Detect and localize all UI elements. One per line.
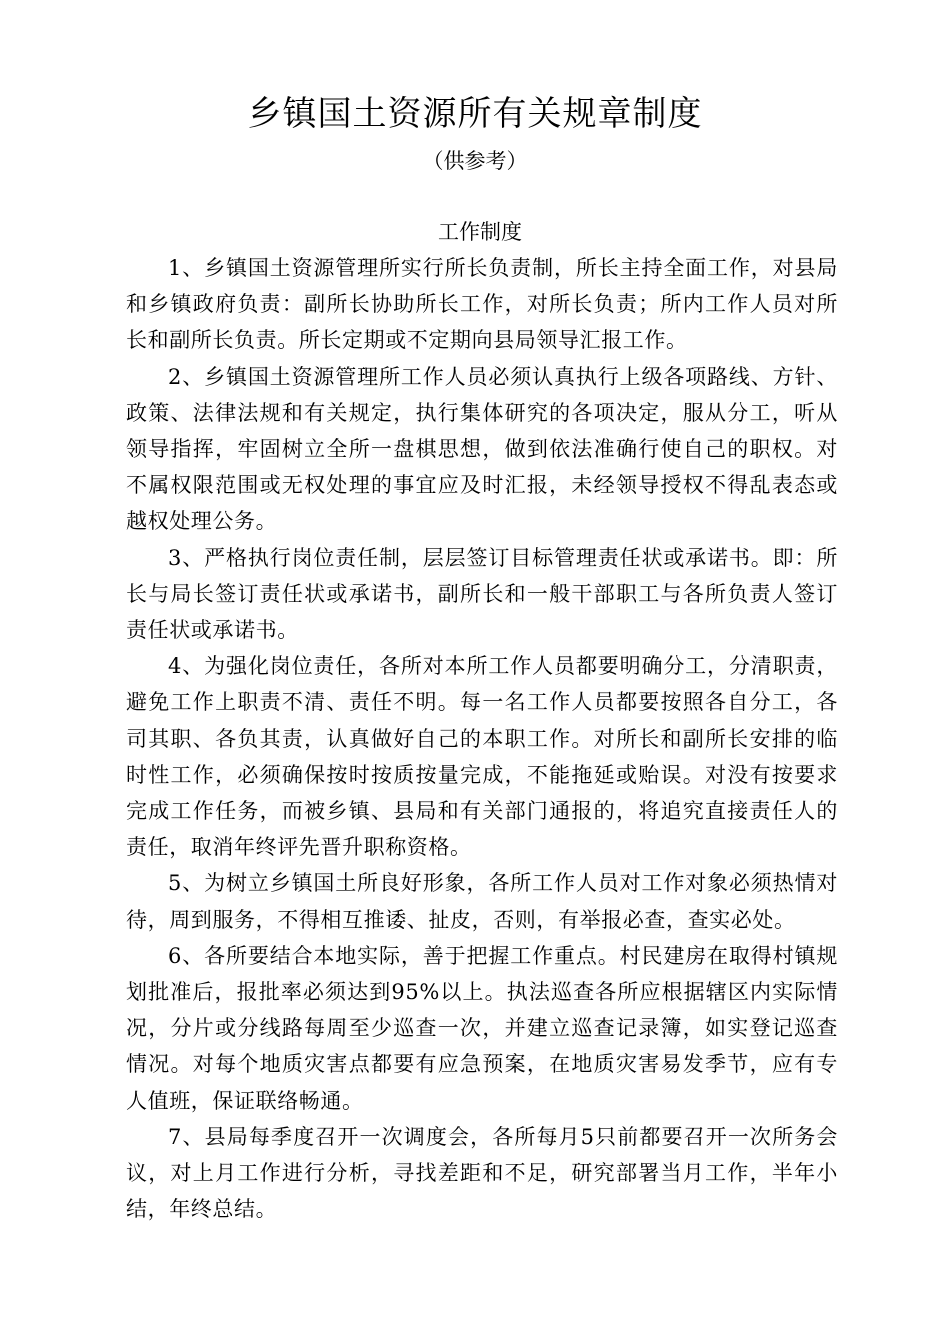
paragraph-4: 4、为强化岗位责任，各所对本所工作人员都要明确分工，分清职责，避免工作上职责不清、责任不明。每一名工作人员都要按照各自分工，各司其职、各负其责，认真做好自己的本职工作。对所长和副所长安排的临时性工作，必须确保按时按质按量完成，不能拖延或贻误。对没有按要求完成工作任务，而被乡镇、县局和有关部门通报的，将追究直接责任人的责任，取消年终评先晋升职称资格。 — [126, 654, 838, 860]
paragraph-7: 7、县局每季度召开一次调度会，各所每月5只前都要召开一次所务会议，对上月工作进行分析，寻找差距和不足，研究部署当月工作，半年小结，年终总结。 — [126, 1124, 838, 1222]
document-body — [126, 250, 838, 1227]
paragraph-1: 1、乡镇国土资源管理所实行所长负责制，所长主持全面工作，对县局和乡镇政府负责：副所长协助所长工作，对所长负责；所内工作人员对所长和副所长负责。所长定期或不定期向县局领导汇报工作。 — [126, 256, 838, 353]
paragraph-3: 3、严格执行岗位责任制，层层签订目标管理责任状或承诺书。即：所长与局长签订责任状或承诺书，副所长和一般干部职工与各所负责人签订责任状或承诺书。 — [126, 545, 838, 643]
paragraph-6: 6、各所要结合本地实际，善于把握工作重点。村民建房在取得村镇规划批准后，报批率必须达到95%以上。执法巡查各所应根据辖区内实际情况，分片或分线路每周至少巡查一次，并建立巡查记录簿，如实登记巡查情况。对每个地质灾害点都要有应急预案，在地质灾害易发季节，应有专人值班，保证联络畅通。 — [126, 943, 838, 1113]
document-subtitle: （供参考） — [422, 149, 528, 173]
section-heading: 工作制度 — [438, 220, 522, 244]
paragraph-2: 2、乡镇国土资源管理所工作人员必须认真执行上级各项路线、方针、政策、法律法规和有关规定，执行集体研究的各项决定，服从分工，听从领导指挥，牢固树立全所一盘棋思想，做到依法准确行使自己的职权。对不属权限范围或无权处理的事宜应及时汇报，未经领导授权不得乱表态或越权处理公务。 — [126, 364, 838, 534]
paragraph-5: 5、为树立乡镇国土所良好形象，各所工作人员对工作对象必须热情对待，周到服务，不得相互推诿、扯皮，否则，有举报必查，查实必处。 — [126, 871, 838, 932]
document-title: 乡镇国土资源所有关规章制度 — [247, 94, 703, 134]
